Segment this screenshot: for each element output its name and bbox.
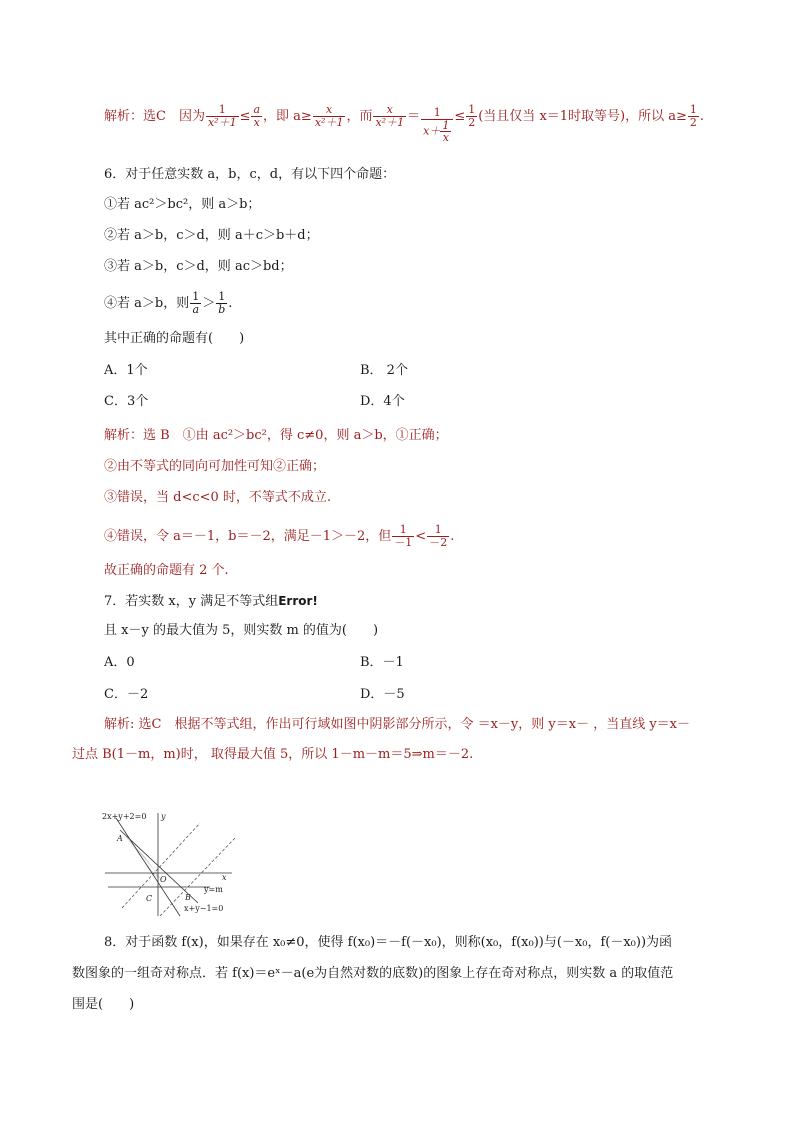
q6-proposition-2: ②若 a＞b，c＞d，则 a＋c＞b＋d； [104, 228, 319, 243]
q6-solution-2: ②由不等式的同向可加性可知②正确； [104, 459, 326, 474]
label-origin: O [160, 875, 167, 884]
sol5-mid1: ，即 a≥ [263, 109, 312, 124]
period: . [228, 296, 233, 311]
frac-den: 2 [689, 116, 697, 129]
frac-den: x²＋1 [207, 116, 237, 129]
frac-1-over-neg1 [392, 524, 414, 549]
q7-solution-1: 解析: 选C 根据不等式组，作出可行域如图中阴影部分所示，令 ＝x－y，则 y＝x－ ，当直线 y＝x－ [104, 717, 691, 732]
frac-1-over-b [216, 291, 227, 316]
q6-solution-1: 解析：选 B ①由 ac²＞bc²，得 c≠0，则 a＞b，①正确； [104, 428, 448, 443]
frac-num: a [253, 103, 261, 116]
q8-line-1: 8．对于函数 f(x)，如果存在 x₀≠0，使得 f(x₀)＝－f(－x₀)，则称(x₀，f(x₀))与(－x₀，f(－x₀))为函 [104, 935, 673, 950]
frac-den [421, 120, 453, 143]
frac-2 [251, 104, 262, 129]
frac-num: 1 [192, 290, 200, 303]
label-line2: x+y−1=0 [184, 904, 224, 913]
frac-1-over-neg2 [427, 524, 449, 549]
q8-line-2: 数图象的一组奇对称点．若 f(x)＝eˣ－a(e为自然对数的底数)的图象上存在奇对称点，则实数 a 的取值范 [72, 966, 674, 981]
frac-1-over-a [190, 291, 201, 316]
label-y-axis: y [161, 812, 166, 821]
q7-option-c[interactable]: C．－2 [104, 687, 149, 702]
frac-num: 1 [468, 103, 476, 116]
frac-den: x²＋1 [314, 116, 344, 129]
sol5-mid2: ，而 [346, 109, 373, 124]
q6-stem: 6．对于任意实数 a，b，c，d，有以下四个命题： [104, 167, 396, 182]
le-sign: ≤ [454, 109, 466, 124]
frac-num: 1 [421, 107, 453, 120]
nested-frac [440, 120, 451, 143]
frac-den-part: x＋ [423, 124, 441, 137]
gt-sign: ＞ [202, 296, 216, 311]
frac-5 [421, 107, 453, 143]
q6-ask: 其中正确的命题有( ) [104, 331, 245, 346]
q6-solution-4 [104, 524, 454, 549]
label-x-axis: x [222, 873, 227, 882]
q7-stem [104, 592, 318, 611]
label-point-c: C [146, 894, 153, 903]
q6-option-c[interactable]: C．3个 [104, 394, 149, 409]
period: . [450, 529, 455, 544]
q6-proposition-3: ③若 a＞b，c＞d，则 ac＞bd； [104, 259, 293, 274]
frac-1 [206, 104, 239, 129]
q7-stem-text: 7．若实数 x，y 满足不等式组 [104, 594, 279, 609]
frac-7 [688, 104, 699, 129]
q7-option-a[interactable]: A．0 [104, 655, 135, 670]
q6-option-a[interactable]: A．1个 [104, 363, 148, 378]
error-placeholder: Error! [278, 594, 318, 608]
frac-num: 1 [216, 291, 227, 304]
s4-text: ④错误，令 a＝－1，b＝－2，满足－1＞－2，但 [104, 529, 392, 544]
q7-stem-2: 且 x－y 的最大值为 5，则实数 m 的值为( ) [104, 623, 379, 638]
label-line1: 2x+y+2=0 [102, 812, 147, 821]
frac-4 [373, 104, 406, 129]
lt-sign: < [415, 529, 427, 544]
q6-option-d[interactable]: D．4个 [360, 394, 405, 409]
q7-solution-2: 过点 B(1－m，m)时， 取得最大值 5，所以 1－m－m＝5⇒m＝－2. [72, 747, 474, 762]
frac-den: 2 [468, 116, 476, 129]
q6-option-b[interactable]: B． 2个 [360, 363, 408, 378]
frac-num: 1 [689, 103, 697, 116]
feasible-region-figure [100, 808, 240, 918]
q6-proposition-4 [104, 291, 232, 316]
frac-num: x [313, 104, 346, 117]
frac-num: 1 [392, 524, 414, 537]
shaded-region [120, 830, 193, 887]
sol5-prefix: 解析：选C 因为 [104, 109, 205, 124]
q6-solution-5: 故正确的命题有 2 个. [104, 563, 229, 578]
label-y-m: y=m [204, 885, 223, 894]
label-point-a: A [117, 834, 123, 843]
le-sign: ≤ [239, 109, 251, 124]
q5-solution [104, 104, 704, 143]
frac-num: x [373, 104, 406, 117]
q6-solution-3: ③错误，当 d<c<0 时，不等式不成立. [104, 490, 332, 505]
frac-den: x [253, 116, 260, 129]
q7-option-b[interactable]: B．－1 [360, 655, 404, 670]
frac-den: b [218, 303, 226, 316]
label-point-b: B [185, 893, 191, 902]
frac-den: a [192, 303, 199, 316]
q7-option-d[interactable]: D．－5 [360, 687, 405, 702]
sol5-tail: (当且仅当 x＝1时取等号)，所以 a≥ [478, 109, 687, 124]
frac-num: 1 [442, 118, 450, 132]
frac-den: x²＋1 [375, 116, 405, 129]
frac-3 [313, 104, 346, 129]
p4-text: ④若 a＞b，则 [104, 296, 190, 311]
frac-den: －1 [394, 536, 413, 549]
q8-line-3: 围是( ) [72, 997, 135, 1012]
frac-num: 1 [427, 524, 449, 537]
frac-den: x [442, 130, 449, 144]
eq-sign: ＝ [407, 109, 421, 124]
frac-den: －2 [429, 536, 448, 549]
period: . [699, 109, 705, 124]
q6-proposition-1: ①若 ac²＞bc²，则 a＞b； [104, 197, 261, 212]
frac-num: 1 [206, 104, 239, 117]
frac-6 [466, 104, 477, 129]
